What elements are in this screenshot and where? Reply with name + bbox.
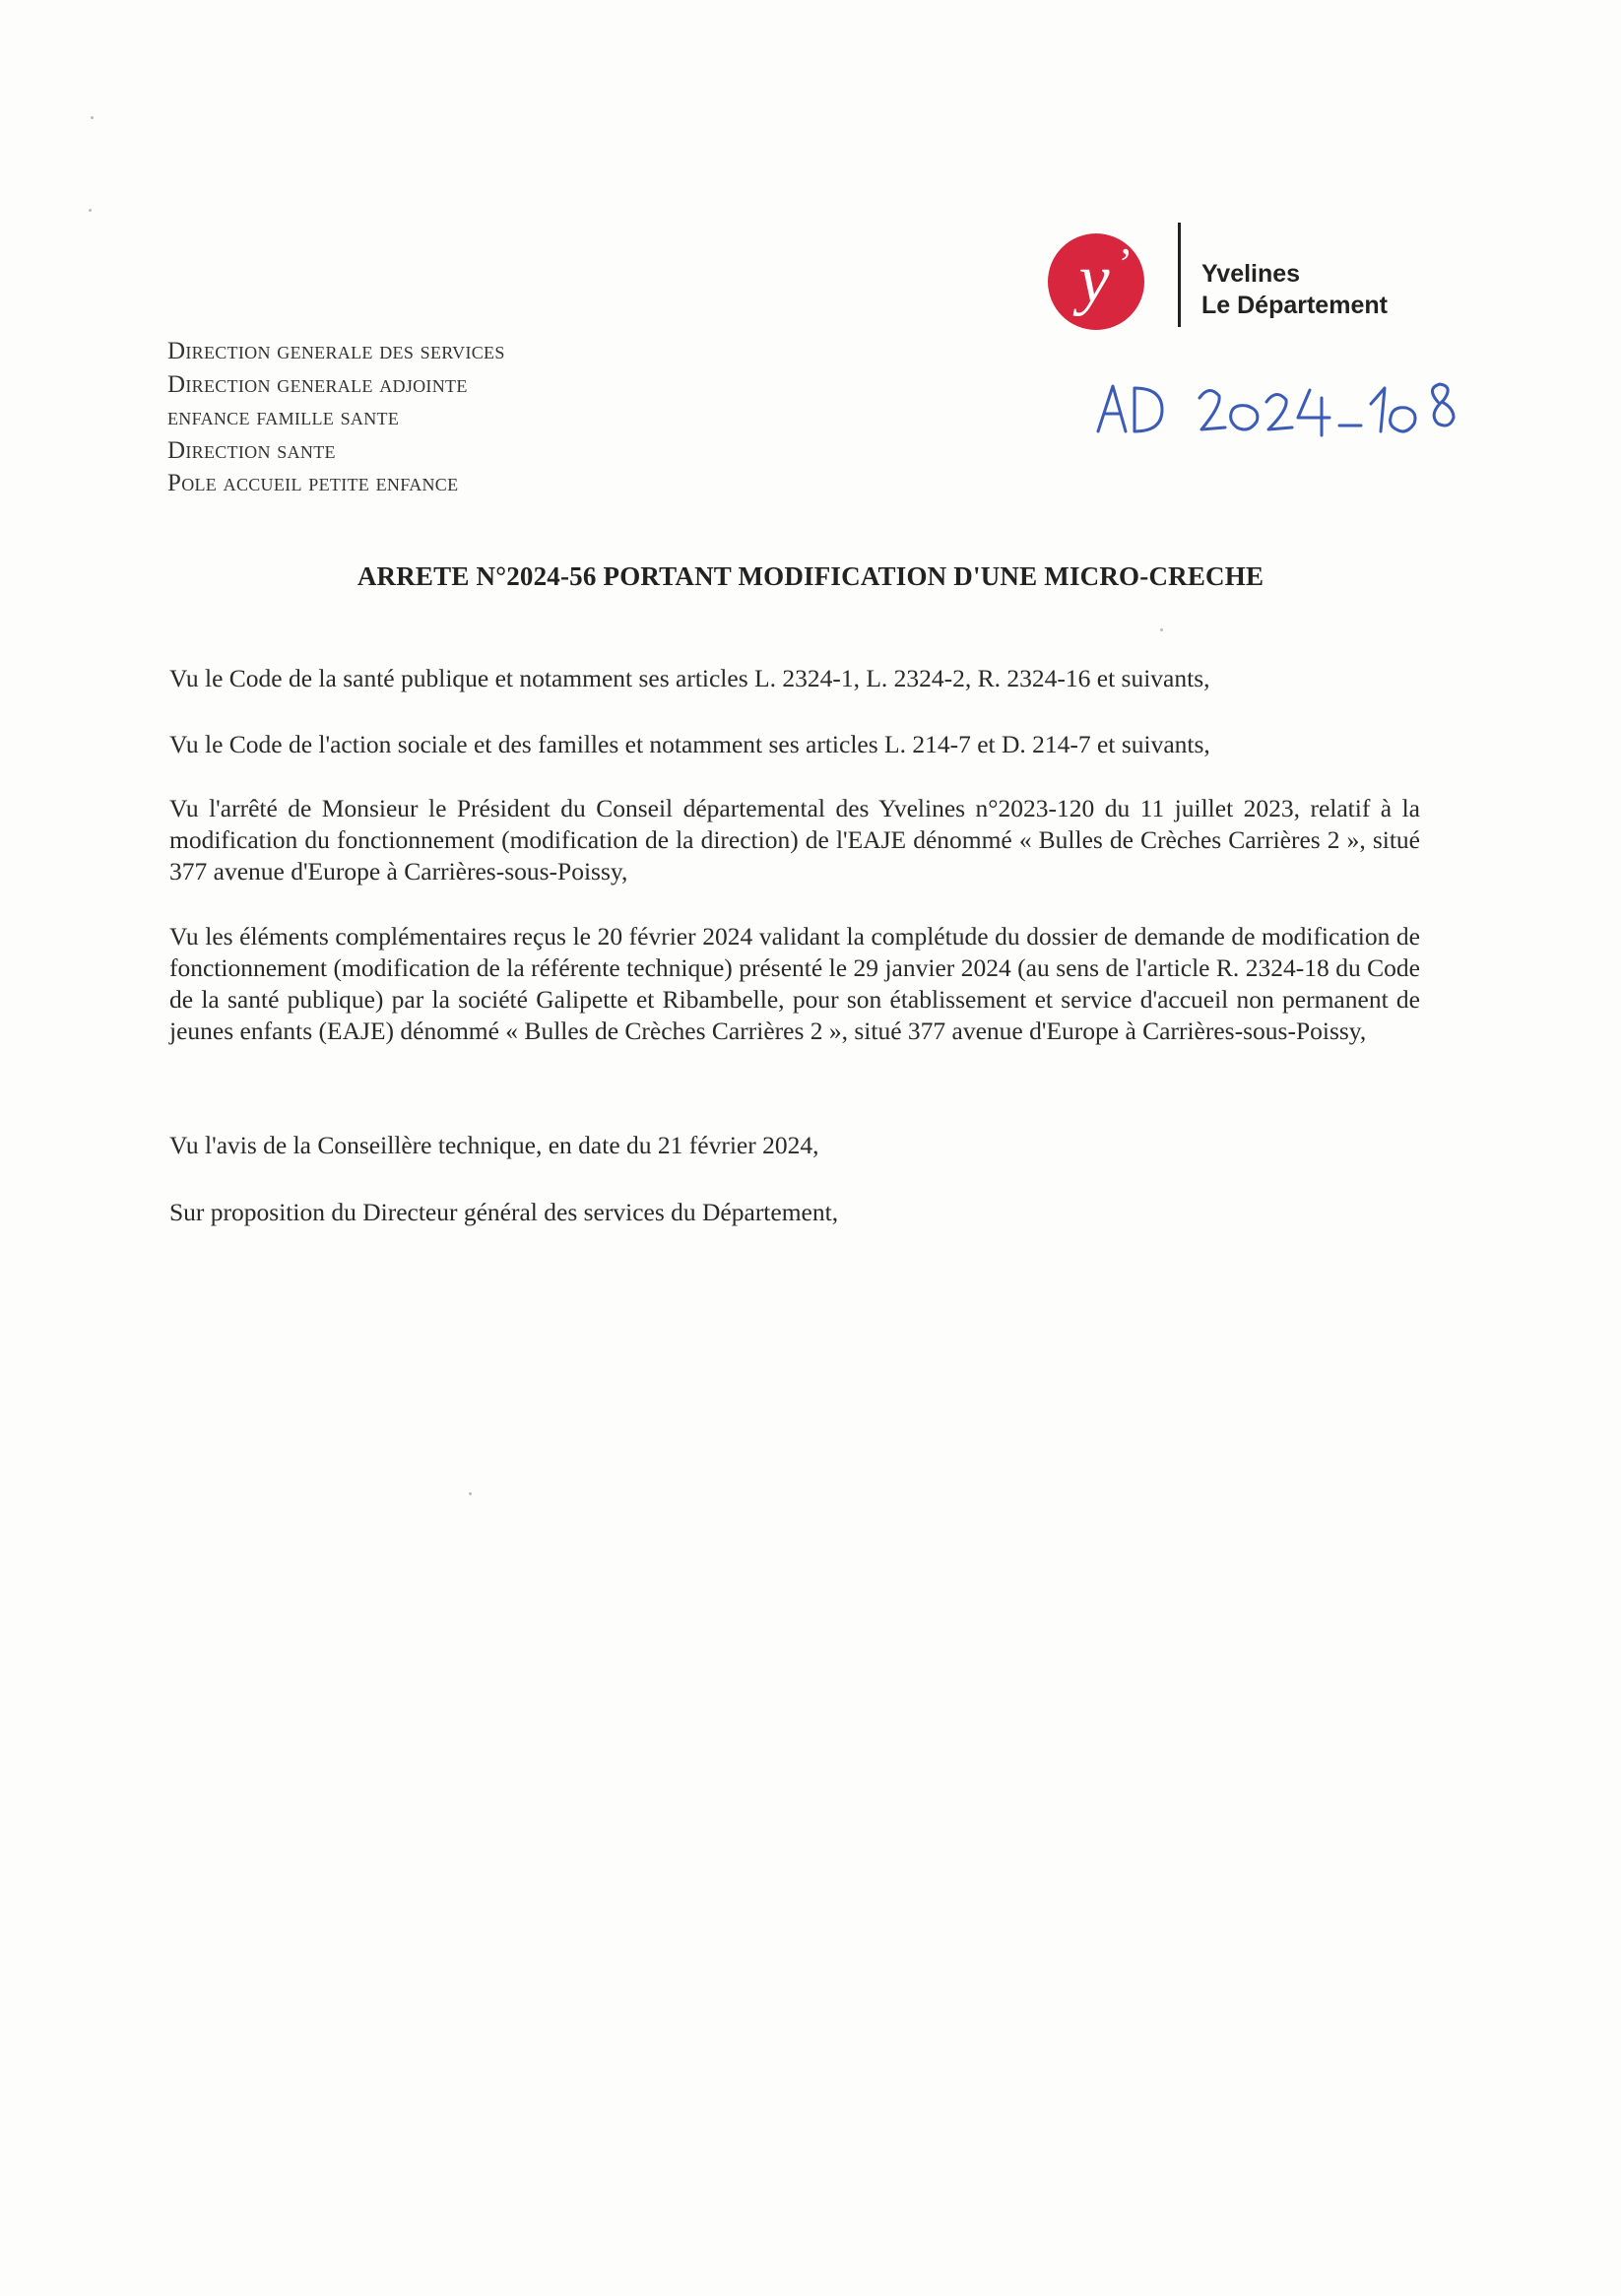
svg-text:y: y	[1078, 241, 1110, 317]
services-block	[167, 335, 505, 500]
logo-subtitle: Le Département	[1201, 292, 1388, 319]
scan-speck	[1160, 628, 1163, 631]
document-title: ARRETE N°2024-56 PORTANT MODIFICATION D'UNE MICRO-CRECHE	[357, 561, 1264, 591]
service-line: Pole accueil petite enfance	[167, 470, 459, 496]
logo-name: Yvelines	[1201, 260, 1301, 288]
paragraph: Vu le Code de l'action sociale et des familles et notamment ses articles L. 214-7 et D. 214-7 et suivants,	[169, 730, 1210, 758]
service-line: Direction generale des services	[167, 338, 505, 364]
paragraph: Vu l'avis de la Conseillère technique, en date du 21 février 2024,	[169, 1131, 819, 1159]
paragraph: Vu le Code de la santé publique et notamment ses articles L. 2324-1, L. 2324-2, R. 2324-16 et suivants,	[169, 664, 1210, 692]
yvelines-logo	[1047, 223, 1392, 331]
paragraph: Vu les éléments complémentaires reçus le 20 février 2024 validant la complétude du dossier de demande de modification de fonctionnement (modification de la référente technique) présenté le 29 janvier 2024 (au sens de l'article R. 2324-18 du Code de la santé publique) par la société Galipette et Ribambelle, pour son établissement et service d'accueil non permanent de jeunes enfants (EAJE) dénommé « Bulles de Crèches Carrières 2 », situé 377 avenue d'Europe à Carrières-sous-Poissy,	[169, 922, 1420, 1045]
scan-speck	[469, 1492, 472, 1495]
handwritten-reference	[1093, 374, 1487, 443]
svg-text:’: ’	[1118, 239, 1134, 288]
paragraph: Sur proposition du Directeur général des services du Département,	[169, 1198, 839, 1226]
logo-separator	[1178, 223, 1181, 327]
scan-speck	[89, 209, 92, 212]
service-line: Direction sante	[167, 436, 336, 464]
service-line: enfance famille sante	[167, 404, 400, 430]
yvelines-logo-icon	[1047, 232, 1145, 331]
paragraph: Vu l'arrêté de Monsieur le Président du Conseil départemental des Yvelines n°2023-120 du 11 juillet 2023, relatif à la modification du fonctionnement (modification de la direction) de l'EAJE dénommé « Bulles de Crèches Carrières 2 », situé 377 avenue d'Europe à Carrières-sous-Poissy,	[169, 794, 1420, 886]
service-line: Direction generale adjointe	[167, 370, 468, 398]
scan-speck	[91, 116, 94, 119]
handwritten-reference-text: AD 2024_108	[1093, 374, 1099, 375]
